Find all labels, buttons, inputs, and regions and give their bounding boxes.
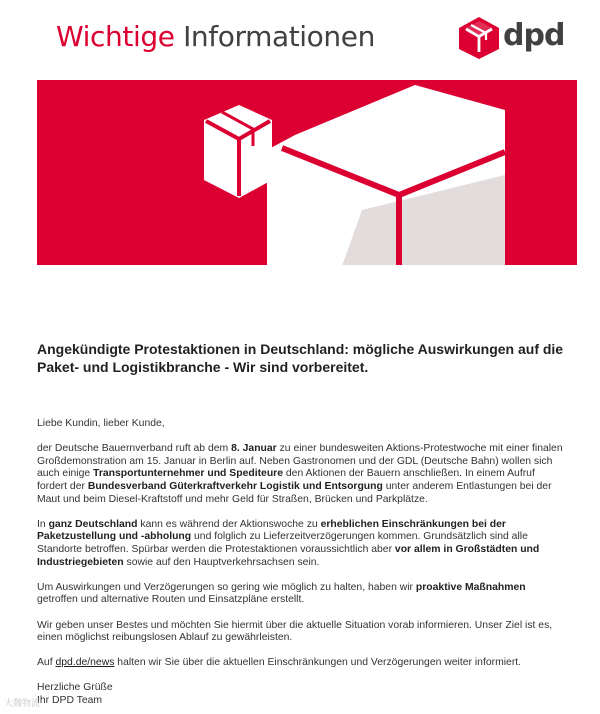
- closing-line-1: Herzliche Grüße: [37, 682, 113, 694]
- paragraph-1: der Deutsche Bauernverband ruft ab dem 8. Januar zu einer bundesweiten Aktions-Protestwoche mit einer finalen Großdemonstration am 15. Januar in Berlin auf. Neben Gastronomen und der GDL (Deutsche Bahn) wollen sich auch einige Transportunternehmer und Spediteure den Aktionen der Bauern anschließen. In einem Aufruf fordert der Bundesverband Güterkraftverkehr Logistik und Entsorgung unter anderem Entlastungen bei der Maut und beim Diesel-Kraftstoff und mehr Geld für Straßen, Brücken und Parkplätze.: [37, 443, 563, 505]
- paragraph-2: In ganz Deutschland kann es während der Aktionswoche zu erheblichen Einschränkungen bei der Paketzustellung und -abholung und folglich zu Lieferzeitverzögerungen kommen. Grundsätzlich sind alle Standorte betroffen. Spürbar werden die Protestaktionen voraussichtlich aber vor allem in Großstädten und Industriegebieten sowie auf den Hauptverkehrsachsen sein.: [37, 518, 540, 568]
- email-body: [37, 418, 567, 708]
- paragraph-3: Um Auswirkungen und Verzögerungen so gering wie möglich zu halten, haben wir proaktive Maßnahmen getroffen und alternative Routen und Einsatzpläne erstellt.: [37, 581, 526, 606]
- greeting: Liebe Kundin, lieber Kunde,: [37, 418, 165, 429]
- cube-illustration: [37, 80, 577, 265]
- small-cube-icon: [204, 105, 272, 198]
- title-word-1: Wichtige: [56, 20, 175, 53]
- large-cube-icon: [267, 85, 505, 265]
- dpd-logo: [457, 16, 569, 60]
- news-link[interactable]: dpd.de/news: [55, 657, 115, 669]
- watermark: 大魏物流: [4, 698, 41, 708]
- dpd-cube-icon: [457, 16, 501, 60]
- closing-line-2: Ihr DPD Team: [37, 695, 103, 707]
- hero-banner: [37, 80, 577, 265]
- title-word-2: Informationen: [183, 20, 375, 53]
- closing: [37, 682, 567, 707]
- page-title: [56, 20, 375, 53]
- paragraph-5: Auf dpd.de/news halten wir Sie über die aktuellen Einschränkungen und Verzögerungen weiter informiert.: [37, 657, 522, 669]
- logo-wordmark: dpd: [503, 18, 565, 53]
- paragraph-4: Wir geben unser Bestes und möchten Sie hiermit über die aktuelle Situation vorab informieren. Unser Ziel ist es, einen möglichst reibungslosen Ablauf zu gewährleisten.: [37, 619, 553, 644]
- headline: Angekündigte Protestaktionen in Deutschland: mögliche Auswirkungen auf die Paket- und Logistikbranche - Wir sind vorbereitet.: [37, 341, 564, 375]
